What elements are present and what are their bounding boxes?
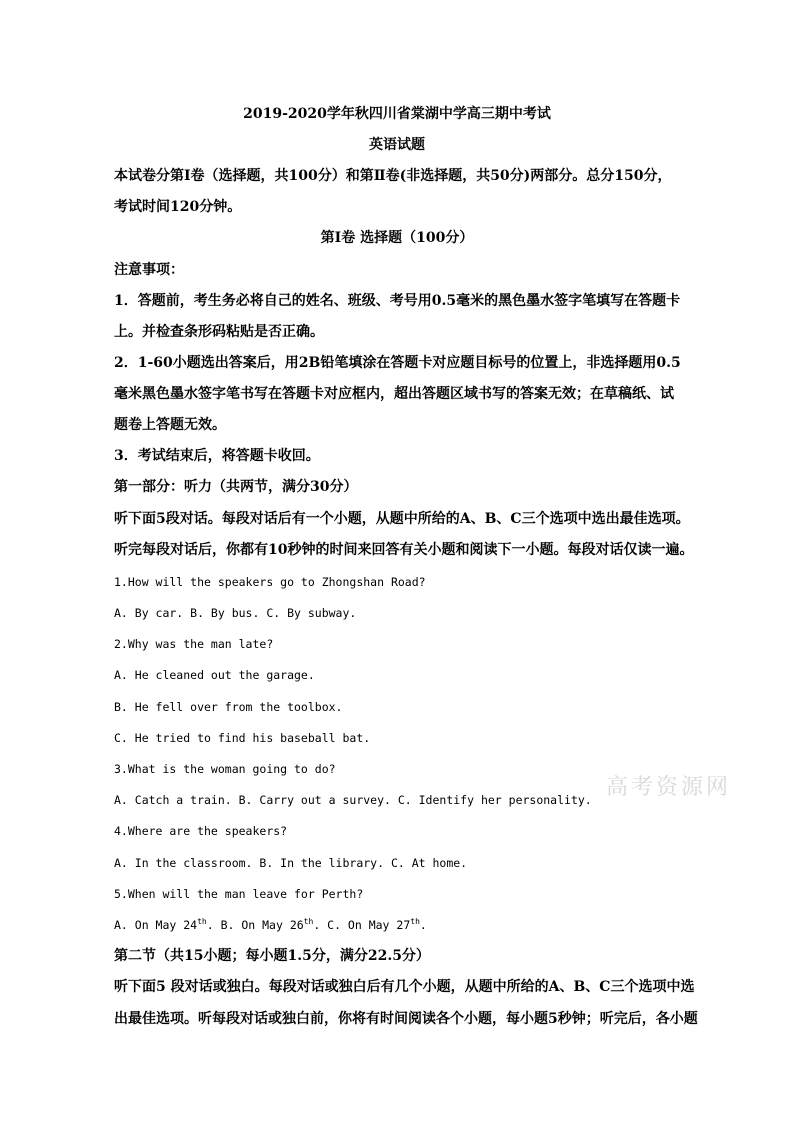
intro-line-2: 考试时间120分钟。 — [114, 199, 242, 215]
question-2-option-a: A. He cleaned out the garage. — [114, 668, 315, 682]
question-4: 4.Where are the speakers? — [114, 824, 288, 838]
ordinal-suffix: th — [197, 917, 207, 927]
note-3: 3．考试结束后，将答题卡收回。 — [114, 448, 320, 464]
ordinal-suffix: th — [303, 917, 314, 927]
note-1-line-1: 1．答题前，考生务必将自己的姓名、班级、考号用0.5毫米的黑色墨水签字笔填写在答题卡 — [114, 293, 681, 309]
option-b-text: . B. On May 26 — [206, 918, 304, 932]
note-2-line-3: 题卷上答题无效。 — [114, 417, 226, 433]
notes-heading: 注意事项： — [114, 262, 184, 278]
question-2-option-c: C. He tried to find his baseball bat. — [114, 731, 371, 745]
question-5-options — [114, 916, 427, 934]
intro-line-1: 本试卷分第Ⅰ卷（选择题，共100分）和第Ⅱ卷(非选择题，共50分)两部分。总分150分， — [114, 168, 672, 184]
part1-title: 第Ⅰ卷 选择题（100分） — [320, 230, 474, 246]
watermark: 高考资源网 — [606, 775, 732, 800]
exam-title: 2019-2020学年秋四川省棠湖中学高三期中考试 — [243, 106, 551, 122]
question-2-option-b: B. He fell over from the toolbox. — [114, 700, 343, 714]
question-4-options: A. In the classroom. B. In the library. C. At home. — [114, 856, 468, 870]
question-1-options: A. By car. B. By bus. C. By subway. — [114, 606, 357, 620]
section2-instruction-1: 听下面5 段对话或独白。每段对话或独白后有几个小题，从题中所给的A、B、C三个选项中选 — [114, 979, 695, 995]
note-2-line-2: 毫米黑色墨水签字笔书写在答题卡对应框内，超出答题区域书写的答案无效；在草稿纸、试 — [114, 386, 674, 402]
exam-subject: 英语试题 — [369, 137, 425, 153]
note-2-line-1: 2．1-60小题选出答案后，用2B铅笔填涂在答题卡对应题目标号的位置上，非选择题用0.5 — [114, 355, 681, 371]
ordinal-suffix: th — [410, 917, 420, 927]
question-3-options: A. Catch a train. B. Carry out a survey. C. Identify her personality. — [114, 793, 592, 807]
section1-heading: 第一部分：听力（共两节，满分30分） — [114, 479, 358, 495]
section1-instruction-1: 听下面5段对话。每段对话后有一个小题，从题中所给的A、B、C三个选项中选出最佳选项。 — [114, 511, 690, 527]
section2-instruction-2: 出最佳选项。听每段对话或独白前，你将有时间阅读各个小题，每小题5秒钟；听完后，各小题 — [114, 1011, 698, 1027]
question-3: 3.What is the woman going to do? — [114, 762, 336, 776]
question-5: 5.When will the man leave for Perth? — [114, 887, 364, 901]
section1-instruction-2: 听完每段对话后，你都有10秒钟的时间来回答有关小题和阅读下一小题。每段对话仅读一遍。 — [114, 542, 694, 558]
option-c-text: . C. On May 27 — [313, 918, 411, 932]
option-end: . — [419, 918, 427, 932]
question-2: 2.Why was the man late? — [114, 637, 274, 651]
note-1-line-2: 上。并检查条形码粘贴是否正确。 — [114, 324, 324, 340]
question-1: 1.How will the speakers go to Zhongshan Road? — [114, 575, 426, 589]
option-a-text: A. On May 24 — [114, 918, 198, 932]
section2-heading: 第二节（共15小题；每小题1.5分，满分22.5分） — [114, 948, 430, 964]
